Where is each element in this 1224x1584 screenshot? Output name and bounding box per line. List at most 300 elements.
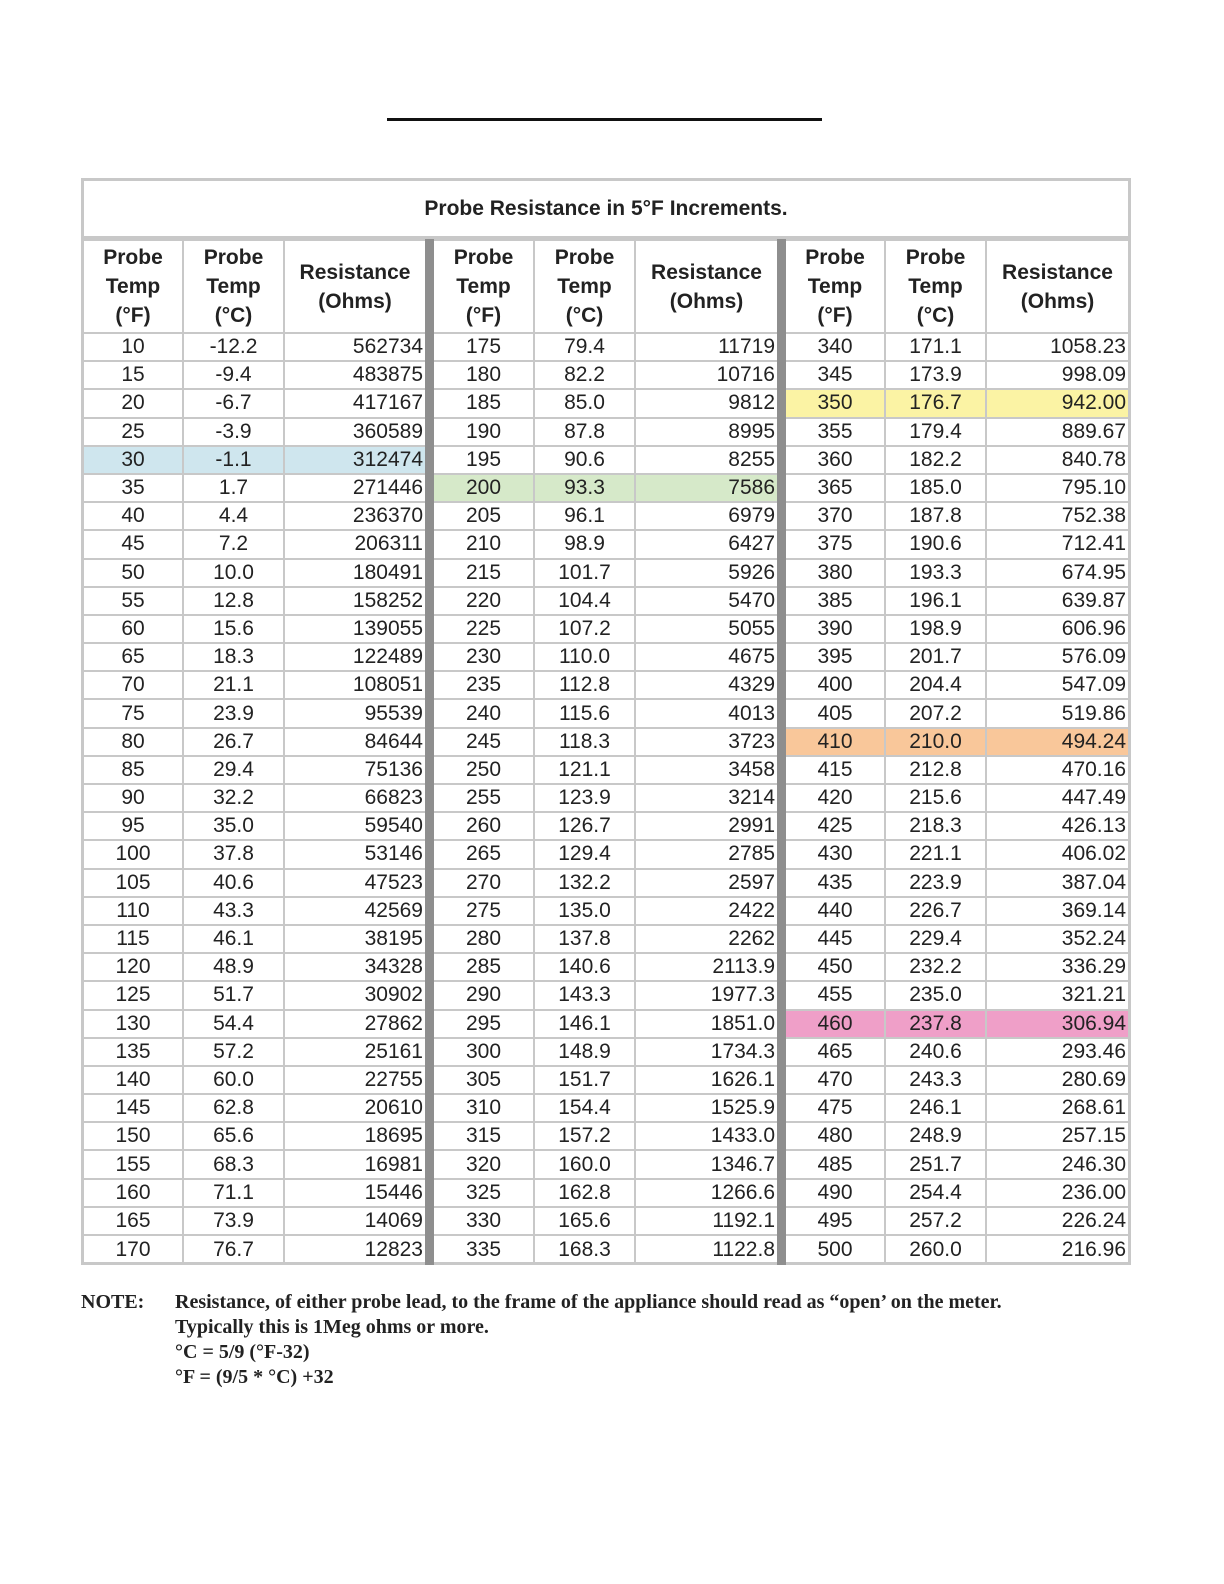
note-lines [175,1290,1002,1390]
cell-temp-c: 60.0 [183,1066,284,1094]
cell-temp-c: 32.2 [183,784,284,812]
cell-temp-c: 165.6 [534,1207,635,1235]
column-group-2 [434,239,777,1263]
table-row [84,981,425,1009]
cell-resistance: 42569 [284,897,425,925]
cell-resistance: 470.16 [986,756,1128,784]
cell-temp-c: 246.1 [885,1094,986,1122]
cell-temp-c: -3.9 [183,418,284,446]
cell-temp-c: 129.4 [534,840,635,868]
cell-resistance: 1977.3 [635,981,777,1009]
cell-resistance: 30902 [284,981,425,1009]
table-row [84,1066,425,1094]
cell-temp-c: 260.0 [885,1235,986,1263]
cell-temp-f: 320 [434,1150,534,1178]
group-table [84,239,425,1263]
cell-resistance: 5055 [635,615,777,643]
header-line: (°C) [214,304,253,327]
table-row [434,897,777,925]
cell-temp-c: 162.8 [534,1179,635,1207]
cell-resistance: 246.30 [986,1150,1128,1178]
table-row [434,1066,777,1094]
table-row [84,389,425,417]
table-row [84,1122,425,1150]
cell-temp-f: 375 [786,530,885,558]
cell-resistance: 2991 [635,812,777,840]
header-line: (Ohms) [318,289,392,313]
cell-temp-c: 185.0 [885,474,986,502]
cell-temp-f: 75 [84,699,183,727]
cell-temp-f: 240 [434,699,534,727]
cell-temp-f: 15 [84,361,183,389]
cell-resistance: 122489 [284,643,425,671]
table-row [786,1179,1128,1207]
cell-temp-f: 215 [434,559,534,587]
cell-temp-f: 125 [84,981,183,1009]
cell-temp-f: 30 [84,446,183,474]
cell-temp-f: 100 [84,840,183,868]
cell-resistance: 336.29 [986,953,1128,981]
cell-temp-c: 179.4 [885,418,986,446]
cell-temp-f: 285 [434,953,534,981]
table-row [84,1094,425,1122]
note-line: °C = 5/9 (°F-32) [175,1341,310,1363]
cell-temp-f: 130 [84,1010,183,1038]
cell-resistance: 360589 [284,418,425,446]
table-row [786,784,1128,812]
cell-temp-f: 365 [786,474,885,502]
cell-resistance: 674.95 [986,559,1128,587]
cell-temp-c: 104.4 [534,587,635,615]
cell-temp-c: 193.3 [885,559,986,587]
cell-temp-c: 115.6 [534,699,635,727]
cell-resistance: 18695 [284,1122,425,1150]
cell-temp-c: 15.6 [183,615,284,643]
cell-temp-f: 345 [786,361,885,389]
cell-temp-f: 45 [84,530,183,558]
cell-temp-f: 120 [84,953,183,981]
cell-resistance: 8995 [635,418,777,446]
header-line: Probe [805,246,865,269]
header-temp-c [885,240,986,333]
cell-resistance: 268.61 [986,1094,1128,1122]
cell-resistance: 321.21 [986,981,1128,1009]
table-row [434,728,777,756]
cell-temp-c: 187.8 [885,502,986,530]
header-resistance [284,240,425,333]
cell-temp-c: 4.4 [183,502,284,530]
header-line: Temp [456,275,511,298]
cell-resistance: 59540 [284,812,425,840]
table-row [84,446,425,474]
table-row [786,1038,1128,1066]
table-row [434,953,777,981]
cell-temp-c: 215.6 [885,784,986,812]
table-row [786,1122,1128,1150]
table-row [786,1010,1128,1038]
table-row [84,474,425,502]
cell-temp-c: 1.7 [183,474,284,502]
cell-temp-f: 165 [84,1207,183,1235]
cell-temp-c: 82.2 [534,361,635,389]
table-row [84,1038,425,1066]
cell-temp-f: 85 [84,756,183,784]
cell-temp-f: 440 [786,897,885,925]
cell-resistance: 3723 [635,728,777,756]
header-temp-f [84,240,183,333]
table-row [84,699,425,727]
table-row [434,1179,777,1207]
cell-temp-f: 315 [434,1122,534,1150]
cell-resistance: 4013 [635,699,777,727]
cell-temp-f: 80 [84,728,183,756]
cell-resistance: 158252 [284,587,425,615]
cell-temp-c: 135.0 [534,897,635,925]
cell-temp-f: 255 [434,784,534,812]
table-row [434,615,777,643]
cell-temp-c: 201.7 [885,643,986,671]
header-line: Resistance [1002,260,1113,284]
cell-temp-f: 190 [434,418,534,446]
cell-temp-c: 151.7 [534,1066,635,1094]
cell-temp-c: 140.6 [534,953,635,981]
table-row [786,699,1128,727]
cell-temp-c: 154.4 [534,1094,635,1122]
cell-temp-f: 185 [434,389,534,417]
cell-temp-f: 200 [434,474,534,502]
cell-temp-c: 157.2 [534,1122,635,1150]
cell-temp-f: 290 [434,981,534,1009]
column-group-1 [84,239,425,1263]
cell-temp-f: 140 [84,1066,183,1094]
table-row [786,446,1128,474]
table-row [786,840,1128,868]
table-row [84,897,425,925]
table-row [434,784,777,812]
cell-temp-c: 240.6 [885,1038,986,1066]
cell-temp-f: 160 [84,1179,183,1207]
cell-temp-f: 205 [434,502,534,530]
cell-temp-f: 95 [84,812,183,840]
table-row [434,1010,777,1038]
table-row [434,1235,777,1263]
header-line: Temp [206,275,261,298]
cell-temp-f: 245 [434,728,534,756]
cell-temp-c: 235.0 [885,981,986,1009]
table-row [434,699,777,727]
cell-resistance: 2262 [635,925,777,953]
cell-temp-f: 150 [84,1122,183,1150]
cell-resistance: 1734.3 [635,1038,777,1066]
cell-temp-f: 50 [84,559,183,587]
cell-temp-f: 450 [786,953,885,981]
table-row [434,446,777,474]
note-label: NOTE: [81,1291,145,1313]
cell-resistance: 1433.0 [635,1122,777,1150]
cell-resistance: 494.24 [986,728,1128,756]
cell-temp-c: 18.3 [183,643,284,671]
table-row [84,1150,425,1178]
cell-resistance: 639.87 [986,587,1128,615]
table-row [434,671,777,699]
group-separator [425,239,434,1265]
cell-resistance: 3214 [635,784,777,812]
table-row [84,615,425,643]
group-table [786,239,1128,1263]
cell-temp-f: 275 [434,897,534,925]
cell-temp-f: 230 [434,643,534,671]
cell-resistance: 66823 [284,784,425,812]
header-line: Probe [905,246,966,269]
table-row [786,361,1128,389]
table-row [434,502,777,530]
table-row [786,728,1128,756]
table-row [434,587,777,615]
cell-temp-c: 168.3 [534,1235,635,1263]
table-row [434,530,777,558]
table-row [786,1094,1128,1122]
cell-temp-f: 65 [84,643,183,671]
table-row [434,925,777,953]
cell-temp-c: 190.6 [885,530,986,558]
cell-temp-c: 118.3 [534,728,635,756]
table-row [84,671,425,699]
cell-temp-c: 257.2 [885,1207,986,1235]
header-line: (°F) [465,304,502,327]
table-row [786,981,1128,1009]
cell-resistance: 75136 [284,756,425,784]
cell-temp-f: 390 [786,615,885,643]
table-title: Probe Resistance in 5°F Increments. [84,181,1128,239]
cell-temp-c: 229.4 [885,925,986,953]
cell-temp-c: 21.1 [183,671,284,699]
cell-resistance: 889.67 [986,418,1128,446]
header-line: (°C) [916,304,955,327]
cell-resistance: 14069 [284,1207,425,1235]
cell-resistance: 576.09 [986,643,1128,671]
table-row [786,502,1128,530]
cell-resistance: 2597 [635,869,777,897]
cell-resistance: 406.02 [986,840,1128,868]
cell-temp-f: 460 [786,1010,885,1038]
table-row [786,418,1128,446]
cell-resistance: 95539 [284,699,425,727]
header-temp-f [786,240,885,333]
cell-resistance: 2785 [635,840,777,868]
cell-resistance: 180491 [284,559,425,587]
cell-temp-f: 90 [84,784,183,812]
cell-temp-c: -6.7 [183,389,284,417]
table-row [786,587,1128,615]
cell-temp-c: 171.1 [885,333,986,361]
cell-resistance: 2422 [635,897,777,925]
cell-temp-f: 60 [84,615,183,643]
top-rule [387,118,822,121]
cell-temp-c: 46.1 [183,925,284,953]
cell-temp-c: 79.4 [534,333,635,361]
table-row [434,1094,777,1122]
cell-resistance: 15446 [284,1179,425,1207]
cell-temp-f: 380 [786,559,885,587]
table-row [786,812,1128,840]
cell-temp-f: 280 [434,925,534,953]
table-row [84,587,425,615]
cell-temp-f: 360 [786,446,885,474]
cell-temp-c: 146.1 [534,1010,635,1038]
table-row [786,643,1128,671]
cell-temp-c: 110.0 [534,643,635,671]
cell-resistance: 206311 [284,530,425,558]
cell-resistance: 293.46 [986,1038,1128,1066]
header-line: Probe [203,246,264,269]
cell-temp-f: 195 [434,446,534,474]
header-line: Resistance [651,260,762,284]
cell-temp-f: 145 [84,1094,183,1122]
cell-temp-f: 180 [434,361,534,389]
cell-temp-c: 29.4 [183,756,284,784]
header-temp-f [434,240,534,333]
cell-temp-c: 160.0 [534,1150,635,1178]
table-row [84,1235,425,1263]
header-line: Temp [908,275,963,298]
cell-temp-f: 35 [84,474,183,502]
cell-temp-c: 143.3 [534,981,635,1009]
cell-temp-c: 37.8 [183,840,284,868]
cell-temp-c: 76.7 [183,1235,284,1263]
cell-temp-f: 405 [786,699,885,727]
cell-temp-c: 65.6 [183,1122,284,1150]
cell-temp-c: 132.2 [534,869,635,897]
cell-resistance: 6979 [635,502,777,530]
cell-temp-c: 35.0 [183,812,284,840]
table-row [434,389,777,417]
cell-resistance: 5926 [635,559,777,587]
table-row [786,671,1128,699]
cell-resistance: 10716 [635,361,777,389]
cell-temp-f: 175 [434,333,534,361]
cell-temp-f: 260 [434,812,534,840]
cell-resistance: 38195 [284,925,425,953]
cell-temp-c: 207.2 [885,699,986,727]
cell-temp-c: 73.9 [183,1207,284,1235]
cell-resistance: 942.00 [986,389,1128,417]
note-line: °F = (9/5 * °C) +32 [175,1366,334,1388]
cell-resistance: 216.96 [986,1235,1128,1263]
cell-temp-c: -12.2 [183,333,284,361]
cell-temp-f: 305 [434,1066,534,1094]
header-line: Temp [105,275,161,298]
cell-temp-f: 300 [434,1038,534,1066]
cell-temp-f: 25 [84,418,183,446]
cell-resistance: 7586 [635,474,777,502]
cell-temp-f: 480 [786,1122,885,1150]
header-line: (Ohms) [1020,289,1095,313]
table-row [786,869,1128,897]
cell-resistance: 562734 [284,333,425,361]
table-row [84,840,425,868]
cell-temp-f: 10 [84,333,183,361]
table-row [434,361,777,389]
table-row [84,333,425,361]
cell-temp-c: 51.7 [183,981,284,1009]
cell-temp-f: 170 [84,1235,183,1263]
cell-temp-f: 435 [786,869,885,897]
cell-temp-c: 173.9 [885,361,986,389]
cell-resistance: 447.49 [986,784,1128,812]
cell-temp-c: 54.4 [183,1010,284,1038]
table-row [84,869,425,897]
table-row [84,728,425,756]
table-row [434,1207,777,1235]
table-row [84,1179,425,1207]
table-row [786,530,1128,558]
table-row [786,1066,1128,1094]
cell-resistance: 312474 [284,446,425,474]
column-group-3 [786,239,1128,1263]
cell-temp-c: 57.2 [183,1038,284,1066]
cell-temp-c: 123.9 [534,784,635,812]
cell-temp-f: 70 [84,671,183,699]
cell-temp-c: 212.8 [885,756,986,784]
cell-temp-f: 235 [434,671,534,699]
cell-resistance: 22755 [284,1066,425,1094]
cell-resistance: 387.04 [986,869,1128,897]
table-row [84,953,425,981]
cell-temp-c: 198.9 [885,615,986,643]
cell-temp-c: 10.0 [183,559,284,587]
cell-resistance: 34328 [284,953,425,981]
cell-temp-c: 68.3 [183,1150,284,1178]
cell-temp-c: 96.1 [534,502,635,530]
table-row [434,756,777,784]
cell-temp-c: 126.7 [534,812,635,840]
cell-temp-c: -1.1 [183,446,284,474]
header-line: Probe [453,246,514,269]
header-line: Probe [554,246,615,269]
note-line: Typically this is 1Meg ohms or more. [175,1316,489,1338]
cell-temp-f: 270 [434,869,534,897]
cell-temp-c: -9.4 [183,361,284,389]
cell-temp-f: 370 [786,502,885,530]
table-row [786,389,1128,417]
cell-temp-c: 87.8 [534,418,635,446]
cell-temp-f: 155 [84,1150,183,1178]
cell-resistance: 271446 [284,474,425,502]
table-row [434,1038,777,1066]
cell-resistance: 1626.1 [635,1066,777,1094]
table-row [786,925,1128,953]
cell-temp-c: 248.9 [885,1122,986,1150]
cell-temp-f: 400 [786,671,885,699]
cell-temp-f: 420 [786,784,885,812]
group-separator [777,239,786,1265]
table-row [84,559,425,587]
table-row [84,812,425,840]
cell-temp-f: 340 [786,333,885,361]
cell-resistance: 483875 [284,361,425,389]
cell-temp-c: 121.1 [534,756,635,784]
table-row [84,756,425,784]
cell-resistance: 236370 [284,502,425,530]
header-line: Temp [807,275,863,298]
cell-resistance: 25161 [284,1038,425,1066]
cell-resistance: 1525.9 [635,1094,777,1122]
cell-temp-c: 107.2 [534,615,635,643]
header-line: (Ohms) [669,289,744,313]
cell-temp-c: 176.7 [885,389,986,417]
cell-temp-f: 430 [786,840,885,868]
cell-resistance: 280.69 [986,1066,1128,1094]
